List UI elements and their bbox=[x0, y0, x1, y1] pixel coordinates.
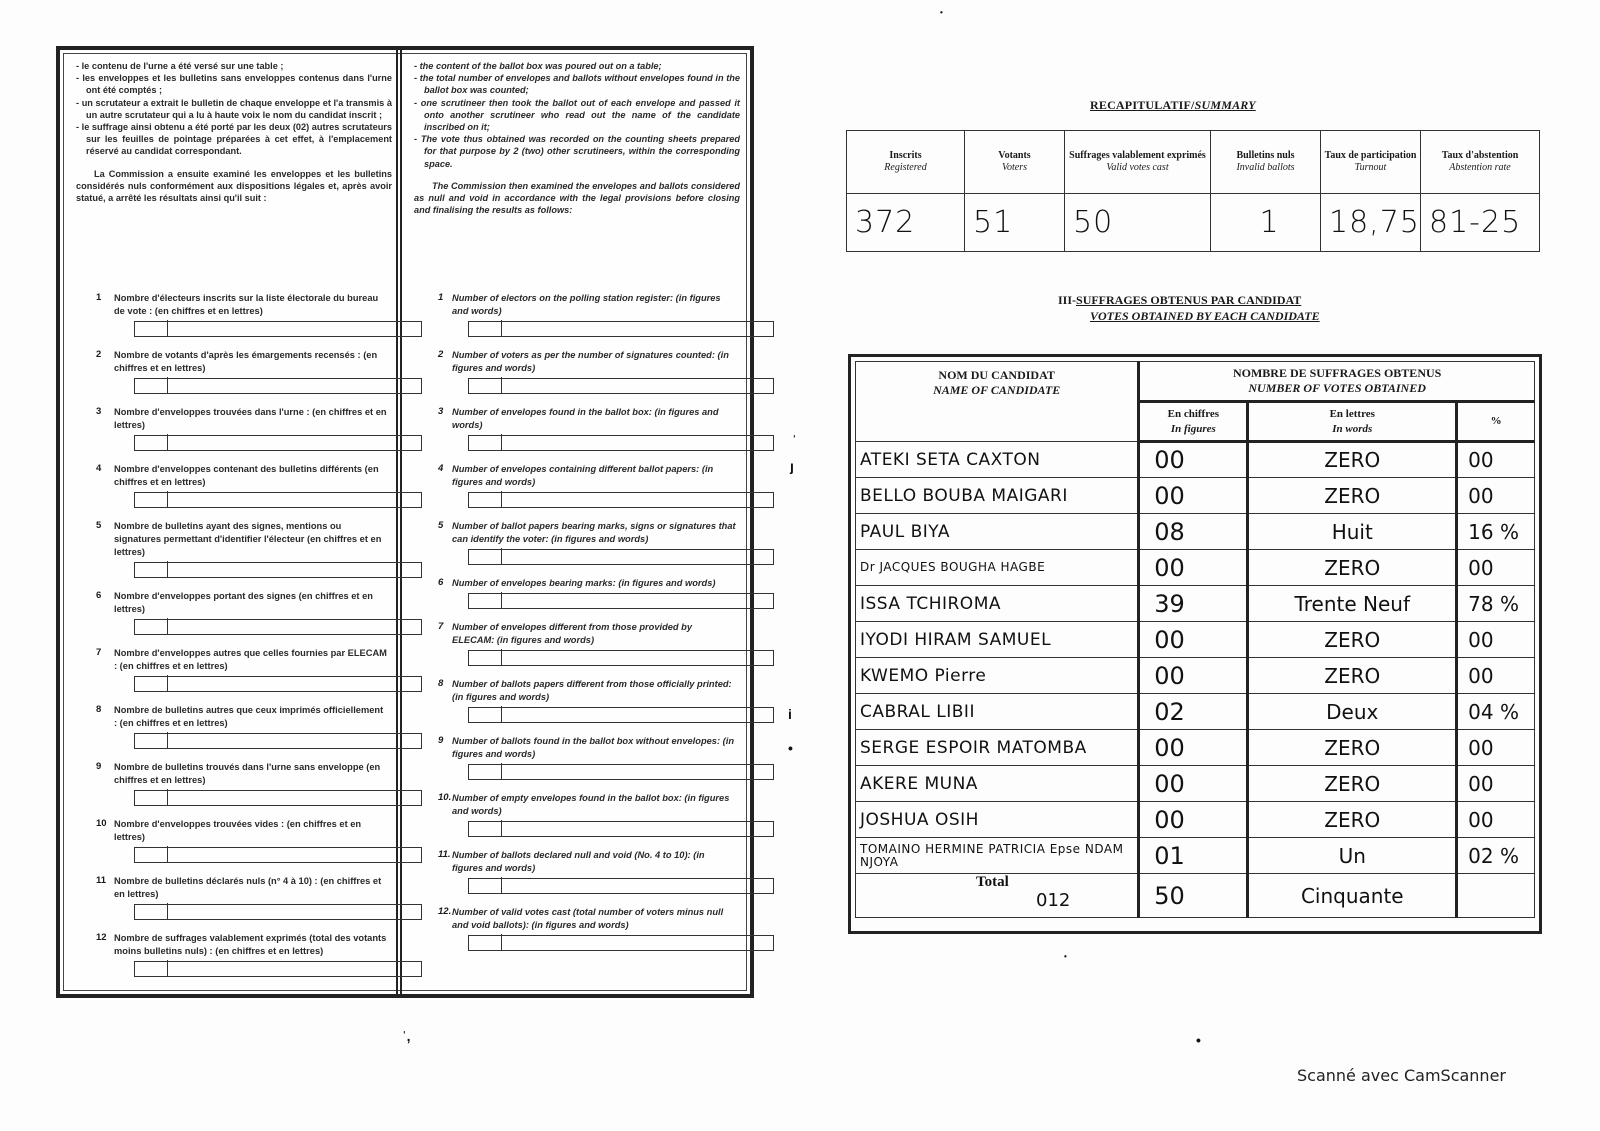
answer-field[interactable] bbox=[468, 935, 774, 951]
answer-field[interactable] bbox=[468, 378, 774, 394]
answer-field[interactable] bbox=[134, 562, 422, 578]
answer-field[interactable] bbox=[468, 492, 774, 508]
candidate-row: PAUL BIYA 08 Huit 16 % bbox=[856, 514, 1535, 550]
answer-field[interactable] bbox=[134, 435, 422, 451]
form-item: 8 Nombre de bulletins autres que ceux imprimés officiellement : (en chiffres et en lettres) bbox=[68, 704, 398, 749]
candidate-row: BELLO BOUBA MAIGARI 00 ZERO 00 bbox=[856, 478, 1535, 514]
scan-mark: • bbox=[1064, 952, 1067, 961]
header-voters: Votants Voters bbox=[965, 131, 1065, 194]
header-abstention: Taux d'abstention Abstention rate bbox=[1421, 131, 1540, 194]
intro-bullet: - le contenu de l'urne a été versé sur une table ; bbox=[76, 61, 284, 71]
candidate-row: JOSHUA OSIH 00 ZERO 00 bbox=[856, 802, 1535, 838]
form-item: 12 Nombre de suffrages valablement exprimés (total des votants moins bulletins nuls) : (en chiffres et en lettres) bbox=[68, 932, 398, 977]
form-item: 4 Nombre d'enveloppes contenant des bulletins différents (en chiffres et en lettres) bbox=[68, 463, 398, 508]
english-items bbox=[406, 292, 746, 963]
candidate-row: ATEKI SETA CAXTON 00 ZERO 00 bbox=[856, 442, 1535, 478]
answer-field[interactable] bbox=[468, 764, 774, 780]
answer-field[interactable] bbox=[468, 821, 774, 837]
scan-mark: ȷ bbox=[790, 458, 794, 474]
value-valid-votes: 50 bbox=[1065, 193, 1211, 251]
value-abstention: 81-25 bbox=[1421, 193, 1540, 251]
candidate-row: Dr JACQUES BOUGHA HAGBE 00 ZERO 00 bbox=[856, 550, 1535, 586]
english-column bbox=[406, 56, 746, 988]
form-item: 2 Nombre de votants d'après les émargements recensés : (en chiffres et en lettres) bbox=[68, 349, 398, 394]
summary-value-row bbox=[847, 193, 1540, 251]
candidate-row: IYODI HIRAM SAMUEL 00 ZERO 00 bbox=[856, 622, 1535, 658]
votes-table-frame bbox=[848, 354, 1542, 934]
form-item: 8 Number of ballots papers different from those officially printed: (in figures and words) bbox=[406, 678, 746, 723]
value-voters: 51 bbox=[965, 193, 1065, 251]
form-item: 6 Nombre d'enveloppes portant des signes (en chiffres et en lettres) bbox=[68, 590, 398, 635]
value-invalid-ballots: 1 bbox=[1211, 193, 1321, 251]
votes-section-title: III-SUFFRAGES OBTENUS PAR CANDIDAT VOTES OBTAINED BY EACH CANDIDATE bbox=[1058, 293, 1320, 323]
french-items bbox=[68, 292, 398, 989]
answer-field[interactable] bbox=[134, 378, 422, 394]
votes-table bbox=[855, 361, 1535, 918]
english-intro bbox=[406, 56, 746, 216]
form-item: 10 Nombre d'enveloppes trouvées vides : (en chiffres et en lettres) bbox=[68, 818, 398, 863]
form-item: 10. Number of empty envelopes found in the ballot box: (in figures and words) bbox=[406, 792, 746, 837]
intro-bullet: - The vote thus obtained was recorded on the counting sheets prepared for that purpose by 2 (two) other scrutineers, within the corresponding space. bbox=[414, 134, 740, 169]
header-valid-votes: Suffrages valablement exprimés Valid votes cast bbox=[1065, 131, 1211, 194]
intro-bullet: - one scrutineer then took the ballot out of each envelope and passed it onto another scrutineer who read out the name of the candidate inscribed on it; bbox=[414, 97, 740, 133]
intro-bullet: - the total number of envelopes and ballots without envelopes found in the ballot box was counted; bbox=[414, 73, 740, 96]
french-intro bbox=[68, 56, 398, 204]
intro-bullet: - un scrutateur a extrait le bulletin de chaque enveloppe et l'a transmis à un autre scrutateur qui a lu à haute voix le nom du candidat inscrit ; bbox=[76, 97, 392, 120]
summary-table bbox=[846, 130, 1540, 252]
form-item: 12. Number of valid votes cast (total number of voters minus null and void ballots): (in figures and words) bbox=[406, 906, 746, 951]
votes-header-row bbox=[856, 362, 1535, 402]
intro-bullet: - the content of the ballot box was poured out on a table; bbox=[414, 61, 662, 71]
scan-mark: • bbox=[788, 740, 793, 756]
procedure-form-page bbox=[56, 46, 754, 998]
scan-mark: • bbox=[1196, 1032, 1201, 1048]
answer-field[interactable] bbox=[134, 733, 422, 749]
header-figures: En chiffres In figures bbox=[1139, 402, 1248, 442]
answer-field[interactable] bbox=[134, 790, 422, 806]
intro-bullet: - le suffrage ainsi obtenu a été porté par les deux (02) autres scrutateurs sur les feuilles de pointage préparées à cet effet, à l'emplacement réservé au candidat correspondant. bbox=[76, 122, 392, 157]
summary-header-row bbox=[847, 131, 1540, 194]
header-registered: Inscrits Registered bbox=[847, 131, 965, 194]
answer-field[interactable] bbox=[134, 619, 422, 635]
form-item: 9 Nombre de bulletins trouvés dans l'urne sans enveloppe (en chiffres et en lettres) bbox=[68, 761, 398, 806]
answer-field[interactable] bbox=[134, 676, 422, 692]
intro-paragraph: The Commission then examined the envelopes and ballots considered as null and void in accordance with the legal provisions before closing and finalising the results as follows: bbox=[414, 180, 740, 216]
candidate-row: CABRAL LIBII 02 Deux 04 % bbox=[856, 694, 1535, 730]
form-item: 2 Number of voters as per the number of signatures counted: (in figures and words) bbox=[406, 349, 746, 394]
camscanner-watermark: Scanné avec CamScanner bbox=[1297, 1066, 1506, 1085]
answer-field[interactable] bbox=[468, 707, 774, 723]
intro-bullet: - les enveloppes et les bulletins sans enveloppes contenus dans l'urne ont été comptés ; bbox=[76, 73, 392, 96]
summary-title: RECAPITULATIF/SUMMARY bbox=[1090, 98, 1256, 112]
total-percent bbox=[1457, 874, 1535, 918]
header-turnout: Taux de participation Turnout bbox=[1321, 131, 1421, 194]
form-item: 6 Number of envelopes bearing marks: (in figures and words) bbox=[406, 577, 746, 609]
scan-mark: • bbox=[940, 8, 943, 17]
header-invalid-ballots: Bulletins nuls Invalid ballots bbox=[1211, 131, 1321, 194]
total-label: Total 012 bbox=[856, 874, 1139, 918]
candidate-row: SERGE ESPOIR MATOMBA 00 ZERO 00 bbox=[856, 730, 1535, 766]
form-item: 7 Nombre d'enveloppes autres que celles fournies par ELECAM : (en chiffres et en lettres) bbox=[68, 647, 398, 692]
header-words: En lettres In words bbox=[1248, 402, 1457, 442]
form-item: 1 Number of electors on the polling station register: (in figures and words) bbox=[406, 292, 746, 337]
answer-field[interactable] bbox=[134, 847, 422, 863]
form-item: 5 Nombre de bulletins ayant des signes, mentions ou signatures permettant d'identifier l'électeur (en chiffres et en lettres) bbox=[68, 520, 398, 578]
header-candidate-name: NOM DU CANDIDAT NAME OF CANDIDATE bbox=[856, 362, 1139, 442]
answer-field[interactable] bbox=[468, 321, 774, 337]
answer-field[interactable] bbox=[468, 549, 774, 565]
answer-field[interactable] bbox=[134, 492, 422, 508]
french-column bbox=[68, 56, 398, 988]
candidate-row: TOMAINO HERMINE PATRICIA Epse NDAM NJOYA 01 Un 02 % bbox=[856, 838, 1535, 874]
form-item: 1 Nombre d'électeurs inscrits sur la liste électorale du bureau de vote : (en chiffres et en lettres) bbox=[68, 292, 398, 337]
candidate-row: AKERE MUNA 00 ZERO 00 bbox=[856, 766, 1535, 802]
total-row bbox=[856, 874, 1535, 918]
total-words: Cinquante bbox=[1248, 874, 1457, 918]
form-item: 4 Number of envelopes containing different ballot papers: (in figures and words) bbox=[406, 463, 746, 508]
scan-mark: i bbox=[788, 706, 792, 722]
form-item: 7 Number of envelopes different from those provided by ELECAM: (in figures and words) bbox=[406, 621, 746, 666]
candidate-row: ISSA TCHIROMA 39 Trente Neuf 78 % bbox=[856, 586, 1535, 622]
scan-mark: ˈ bbox=[792, 432, 797, 448]
answer-field[interactable] bbox=[468, 650, 774, 666]
value-turnout: 18,75 bbox=[1321, 193, 1421, 251]
answer-field[interactable] bbox=[468, 878, 774, 894]
value-registered: 372 bbox=[847, 193, 965, 251]
form-item: 3 Number of envelopes found in the ballot box: (in figures and words) bbox=[406, 406, 746, 451]
intro-paragraph: La Commission a ensuite examiné les enveloppes et les bulletins considérés nuls conformément aux dispositions légales et, après avoir statué, a arrêté les résultats ainsi qu'il suit : bbox=[76, 168, 392, 204]
header-votes-obtained: NOMBRE DE SUFFRAGES OBTENUS NUMBER OF VOTES OBTAINED bbox=[1139, 362, 1535, 402]
form-item: 11. Number of ballots declared null and void (No. 4 to 10): (in figures and words) bbox=[406, 849, 746, 894]
form-item: 3 Nombre d'enveloppes trouvées dans l'urne : (en chiffres et en lettres) bbox=[68, 406, 398, 451]
answer-field[interactable] bbox=[134, 961, 422, 977]
answer-field[interactable] bbox=[134, 321, 422, 337]
candidate-row: KWEMO Pierre 00 ZERO 00 bbox=[856, 658, 1535, 694]
form-item: 9 Number of ballots found in the ballot box without envelopes: (in figures and words) bbox=[406, 735, 746, 780]
total-figures: 50 bbox=[1139, 874, 1248, 918]
scan-mark: ˈ, bbox=[402, 1028, 411, 1044]
form-item: 5 Number of ballot papers bearing marks, signs or signatures that can identify the voter: (in figures and words) bbox=[406, 520, 746, 565]
answer-field[interactable] bbox=[468, 593, 774, 609]
answer-field[interactable] bbox=[468, 435, 774, 451]
answer-field[interactable] bbox=[134, 904, 422, 920]
header-percent: % bbox=[1457, 402, 1535, 442]
form-item: 11 Nombre de bulletins déclarés nuls (n° 4 à 10) : (en chiffres et en lettres) bbox=[68, 875, 398, 920]
